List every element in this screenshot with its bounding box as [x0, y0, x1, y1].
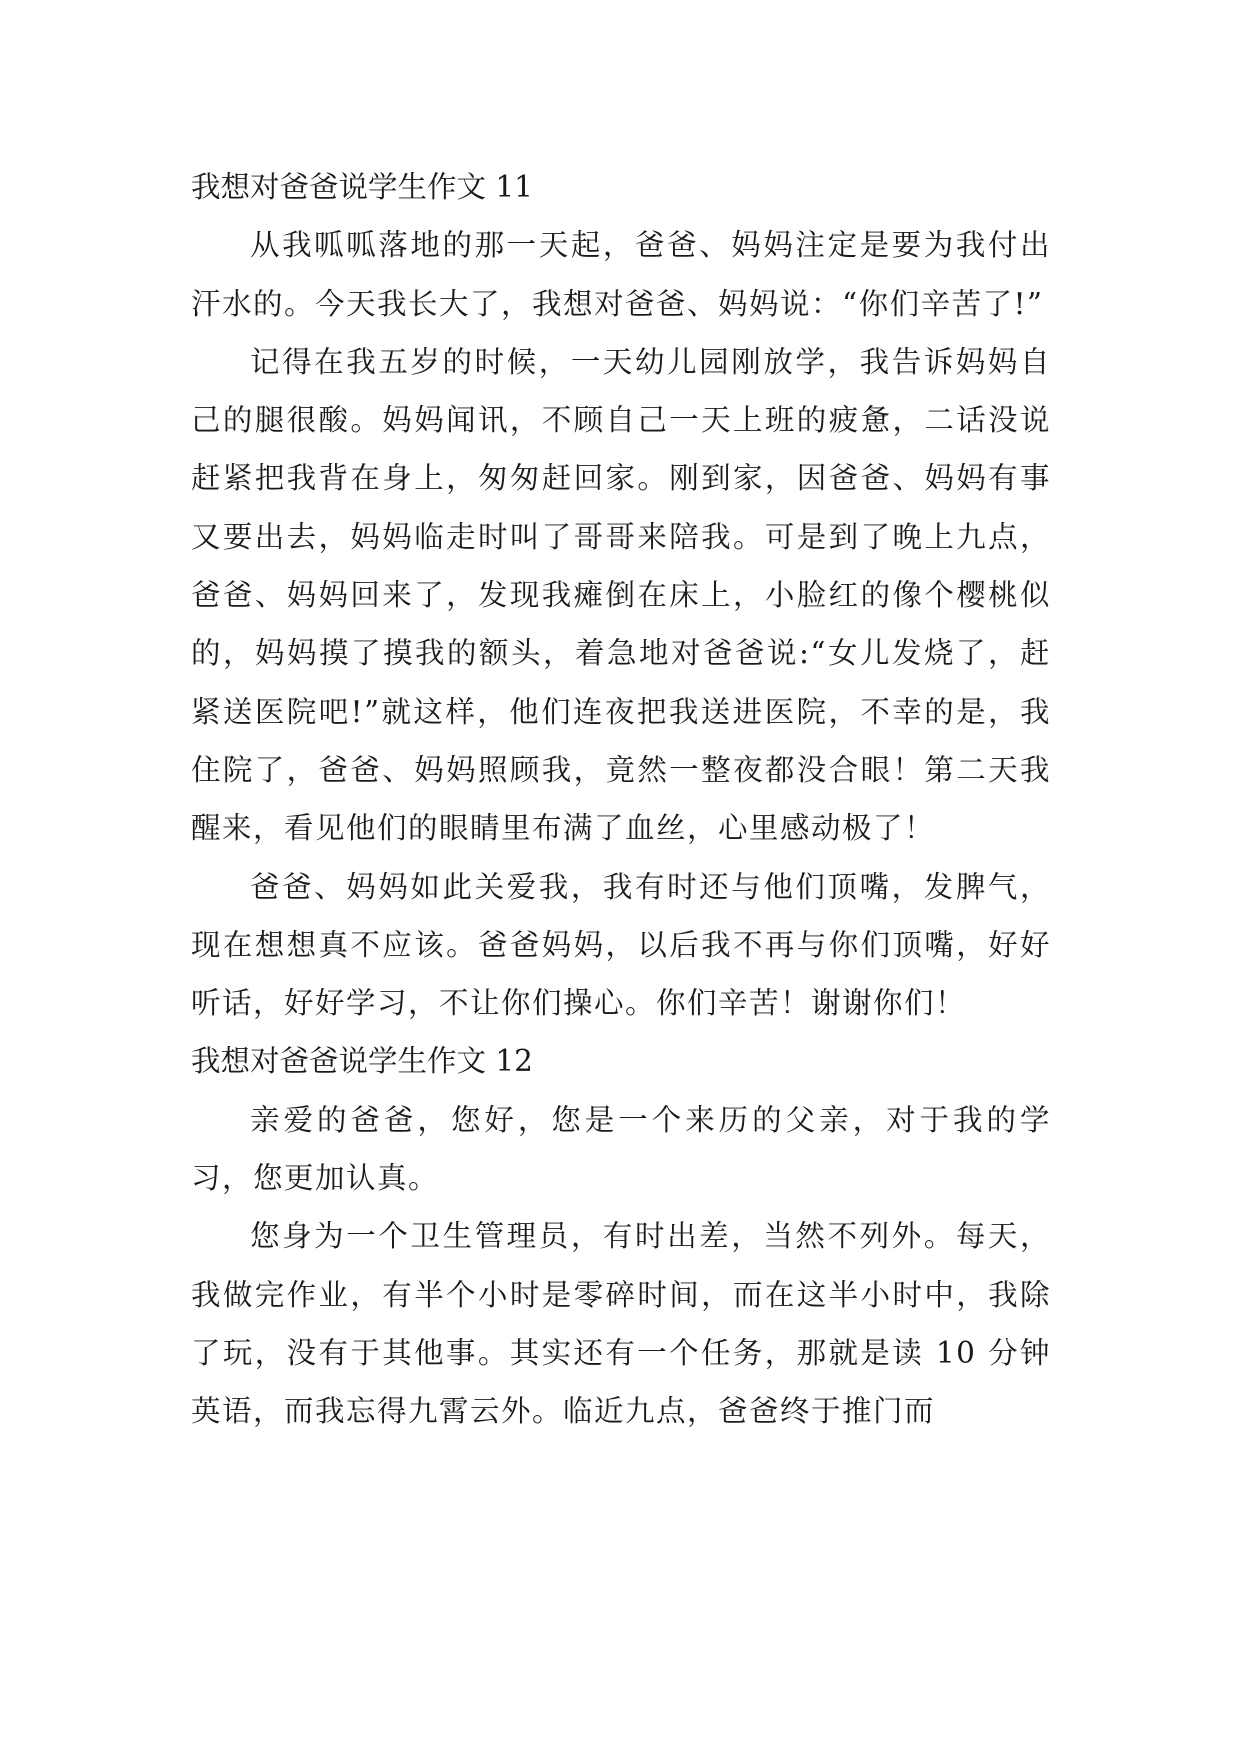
essay-12-paragraph-1: 亲爱的爸爸，您好，您是一个来历的父亲，对于我的学习，您更加认真。	[191, 1102, 1051, 1196]
essay-12-title: 我想对爸爸说学生作文 12	[191, 1044, 533, 1079]
document-page	[191, 158, 1051, 1441]
essay-11-paragraph-1: 从我呱呱落地的那一天起，爸爸、妈妈注定是要为我付出汗水的。今天我长大了，我想对爸爸、妈妈说：“你们辛苦了!”	[191, 228, 1051, 321]
essay-11-paragraph-2: 记得在我五岁的时候，一天幼儿园刚放学，我告诉妈妈自己的腿很酸。妈妈闻讯，不顾自己一天上班的疲惫，二话没说赶紧把我背在身上，匆匆赶回家。刚到家，因爸爸、妈妈有事又要出去，妈妈临走时叫了哥哥来陪我。可是到了晚上九点，爸爸、妈妈回来了，发现我瘫倒在床上，小脸红的像个樱桃似的，妈妈摸了摸我的额头，着急地对爸爸说:“女儿发烧了，赶紧送医院吧!”就这样，他们连夜把我送进医院，不幸的是，我住院了，爸爸、妈妈照顾我，竟然一整夜都没合眼！第二天我醒来，看见他们的眼睛里布满了血丝，心里感动极了！	[191, 344, 1051, 846]
essay-12	[191, 1032, 1051, 1440]
essay-12-paragraph-2: 您身为一个卫生管理员，有时出差，当然不列外。每天，我做完作业，有半个小时是零碎时间，而在这半小时中，我除了玩，没有于其他事。其实还有一个任务，那就是读 10 分钟英语，而我忘得九霄云外。临近九点，爸爸终于推门而	[191, 1219, 1051, 1429]
essay-11	[191, 158, 1051, 1032]
essay-11-title: 我想对爸爸说学生作文 11	[191, 170, 533, 204]
essay-11-paragraph-3: 爸爸、妈妈如此关爱我，我有时还与他们顶嘴，发脾气，现在想想真不应该。爸爸妈妈，以后我不再与你们顶嘴，好好听话，好好学习，不让你们操心。你们辛苦！谢谢你们！	[191, 869, 1051, 1021]
